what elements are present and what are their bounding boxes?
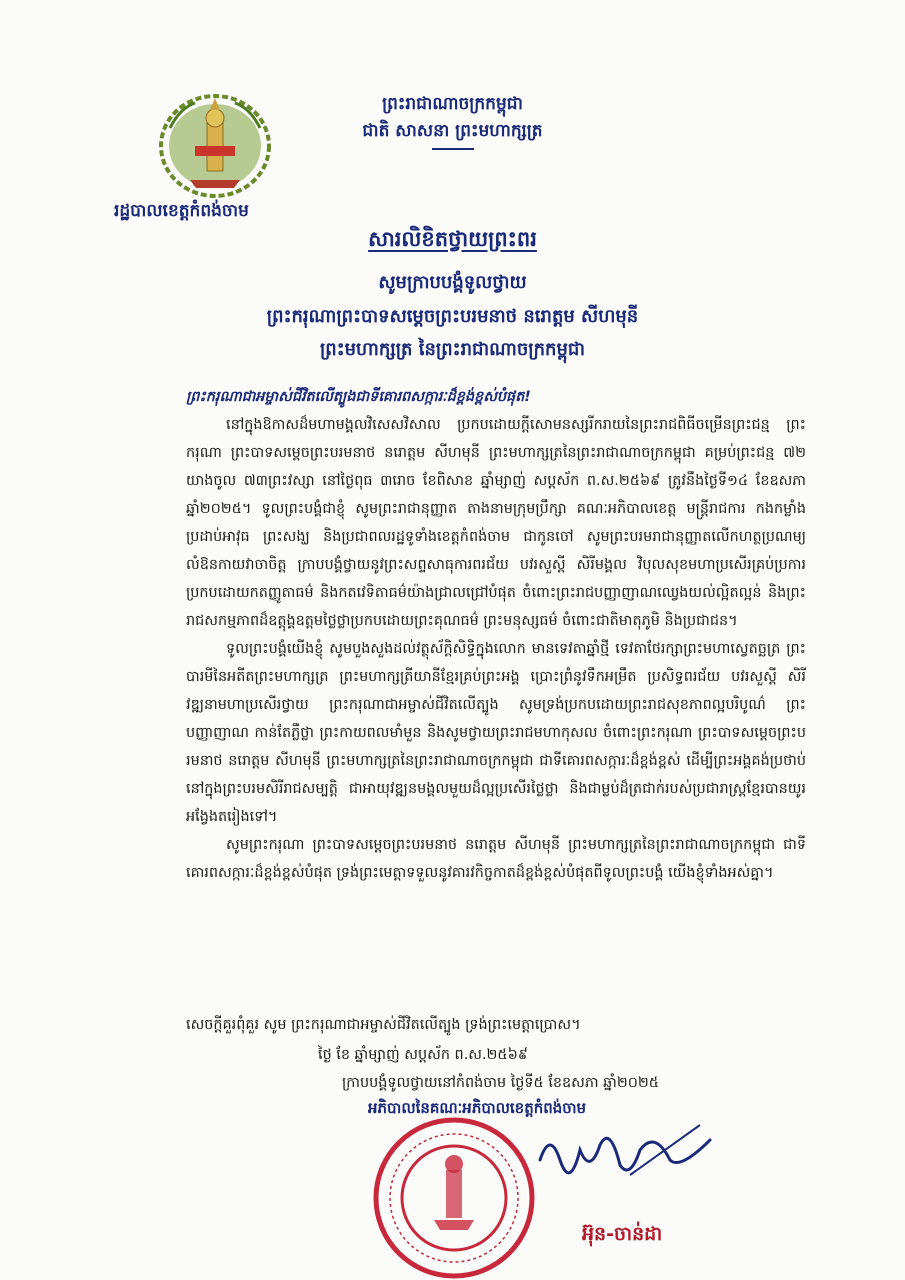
closing-line: សេចក្តីគួរពុំគួរ សូម ព្រះករុណាជាអម្ចាស់ជីវិតលើត្បូង ទ្រង់ព្រះមេត្តាប្រោស។ xyxy=(186,1017,581,1033)
letter-body xyxy=(186,383,806,887)
motto-divider xyxy=(432,148,474,150)
official-seal-icon xyxy=(364,1110,544,1280)
addressee-line-3: ព្រះមហាក្សត្រ នៃព្រះរាជាណាចក្រកម្ពុជា xyxy=(319,339,586,360)
salutation: ព្រះករុណាជាអម្ចាស់ជីវិតលើត្បូងជាទីគោរពសក្ការៈដ៏ខ្ពង់ខ្ពស់បំផុត! xyxy=(186,389,531,405)
signatory-title: អភិបាលនៃគណៈអភិបាលខេត្តកំពង់ចាម xyxy=(368,1099,587,1117)
paragraph-1: នៅក្នុងឱកាសដ៏មហាមង្គលវិសេសវិសាល ប្រកបដោយក្តីសោមនស្សរីករាយនៃព្រះរាជពិធីចម្រើនព្រះជន្ម ព្រះករុណា ព្រះបាទសម្តេចព្រះបរមនាថ នរោត្តម សីហមុនី ព្រះមហាក្សត្រនៃព្រះរាជាណាចក្រកម្ពុជា គម្រប់ព្រះជន្ម ៧២ យាងចូល ៧៣ព្រះវស្សា នៅថ្ងៃពុធ ៣រោច ខែពិសាខ ឆ្នាំម្សាញ់ សប្តស័ក ព.ស.២៥៦៩ ត្រូវនឹងថ្ងៃទី១៤ ខែឧសភា ឆ្នាំ២០២៥។ ទូលព្រះបង្គំជាខ្ញុំ សូមព្រះរាជានុញ្ញាត តាងនាមក្រុមប្រឹក្សា គណៈអភិបាលខេត្ត មន្ត្រីរាជការ កងកម្លាំងប្រដាប់អាវុធ ព្រះសង្ឃ និងប្រជាពលរដ្ឋទូទាំងខេត្តកំពង់ចាម ជាកូនចៅ សូមព្រះបរមរាជានុញ្ញាតលើកហត្ថប្រណម្យ លំឱនកាយវាចាចិត្ត ក្រាបបង្គំថ្វាយនូវព្រះសព្ទសាធុការពរជ័យ បវរសួស្តី សិរីមង្គល វិបុលសុខមហាប្រសើរគ្រប់ប្រការប្រកបដោយកតញ្ញូតាធម៌ និងកតវេទិតាធម៌យ៉ាងជ្រាលជ្រៅបំផុត ចំពោះព្រះរាជបញ្ញាញាណឈ្វេងយល់ល្អិតល្អន់ និងព្រះរាជសកម្មភាពដ៏ឧត្តុង្គឧត្តមថ្លៃថ្លាប្រកបដោយព្រះគុណធម៌ ព្រះមនុស្សធម៌ ចំពោះជាតិមាតុភូមិ និងប្រជាជន។ xyxy=(186,417,806,629)
kingdom-name: ព្រះរាជាណាចក្រកម្ពុជា xyxy=(382,94,523,114)
document-title: សារលិខិតថ្វាយព្រះពរ xyxy=(368,227,537,251)
lunar-date: ថ្ងៃ ខែ ឆ្នាំម្សាញ់ សប្តស័ក ព.ស.២៥៦៩ xyxy=(318,1047,528,1063)
paragraph-2: ទូលព្រះបង្គំយើងខ្ញុំ សូមបួងសួងដល់វត្ថុស័ក្តិសិទ្ធិក្នុងលោក មានទេវតាឆ្នាំថ្មី ទេវតាថែរក្សាព្រះមហាស្វេតច្ឆត្រ ព្រះបារមីនៃអតីតព្រះមហាក្សត្រ ព្រះមហាក្សត្រីយានីខ្មែរគ្រប់ព្រះអង្គ ប្រោះព្រំនូវទឹកអម្រឹត ប្រសិទ្ធពរជ័យ បវរសួស្តី សិរីវឌ្ឍនាមហាប្រសើរថ្វាយ ព្រះករុណាជាអម្ចាស់ជីវិតលើត្បូង សូមទ្រង់ប្រកបដោយព្រះរាជសុខភាពល្អបរិបូណ៌ ព្រះបញ្ញាញាណ កាន់តែភ្លឺថ្លា ព្រះកាយពលមាំមួន និងសូមថ្វាយព្រះរាជមហាកុសល ចំពោះព្រះករុណា ព្រះបាទសម្តេចព្រះបរមនាថ នរោត្តម សីហមុនី ព្រះមហាក្សត្រនៃព្រះរាជាណាចក្រកម្ពុជា ជាទីគោរពសក្ការៈដ៏ខ្ពង់ខ្ពស់ ដើម្បីព្រះអង្គគង់ប្រថាប់នៅក្នុងព្រះបរមសិរីរាជសម្បត្តិ ជាអាយុវឌ្ឍនមង្គលមួយដ៏ល្អប្រសើរថ្លៃថ្លា និងជាម្លប់ដ៏ត្រជាក់របស់ប្រជារាស្ត្រខ្មែរបានយូរអង្វែងតរៀងទៅ។ xyxy=(186,641,806,825)
signatory-name: អ៊ុន-ចាន់ដា xyxy=(582,1223,663,1245)
admin-name: រដ្ឋបាលខេត្តកំពង់ចាម xyxy=(114,201,249,221)
gregorian-date: ក្រាបបង្គំទូលថ្វាយនៅកំពង់ចាម ថ្ងៃទី៥ ខែឧសភា ឆ្នាំ២០២៥ xyxy=(342,1075,659,1091)
handwritten-signature-icon xyxy=(530,1120,720,1190)
paragraph-3: សូមព្រះករុណា ព្រះបាទសម្តេចព្រះបរមនាថ នរោត្តម សីហមុនី ព្រះមហាក្សត្រនៃព្រះរាជាណាចក្រកម្ពុជា ជាទីគោរពសក្ការៈដ៏ខ្ពង់ខ្ពស់បំផុត ទ្រង់ព្រះមេត្តាទទួលនូវគារវកិច្ចកាតដ៏ខ្ពង់ខ្ពស់បំផុតពីទូលព្រះបង្គំ យើងខ្ញុំទាំងអស់គ្នា។ xyxy=(186,837,806,881)
addressee-line-1: សូមក្រាបបង្គំទូលថ្វាយ xyxy=(378,272,527,293)
national-motto: ជាតិ សាសនា ព្រះមហាក្សត្រ xyxy=(362,121,543,141)
addressee-line-2: ព្រះករុណាព្រះបាទសម្តេចព្រះបរមនាថ នរោត្តម សីហមុនី xyxy=(266,306,639,327)
